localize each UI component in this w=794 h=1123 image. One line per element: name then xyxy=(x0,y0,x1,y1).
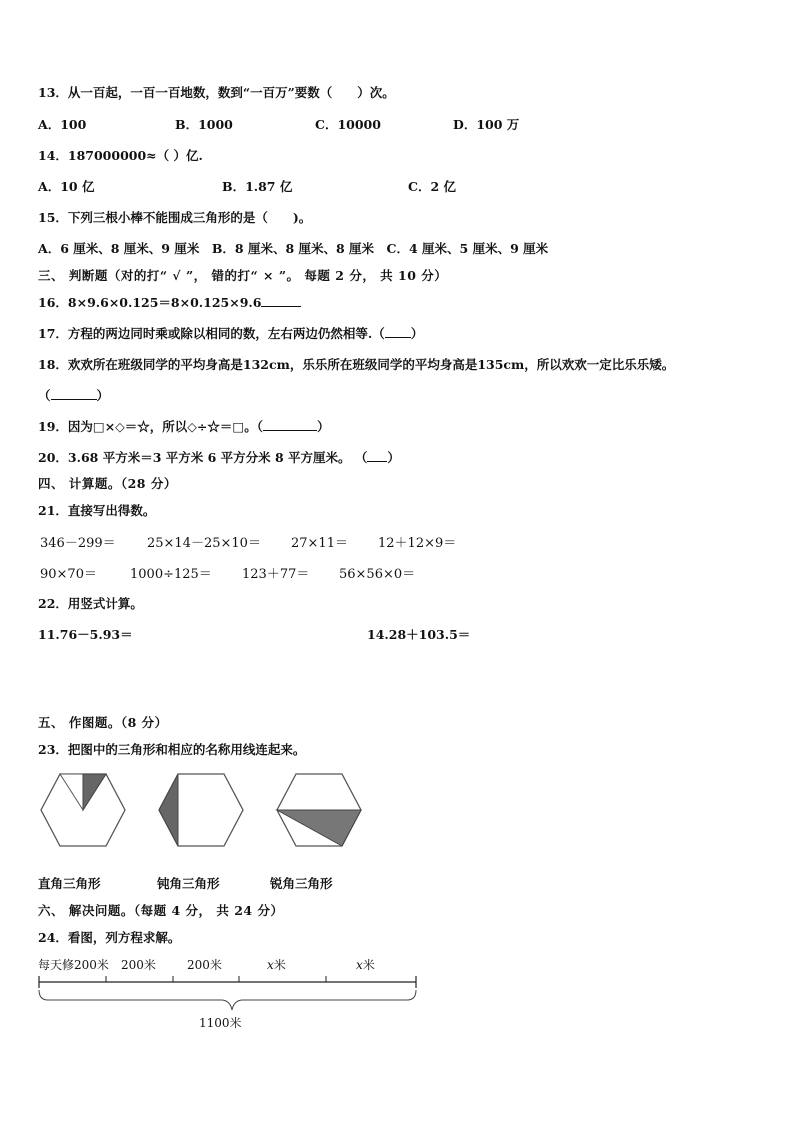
q17-text: 17．方程的两边同时乘或除以相同的数，左右两边仍然相等.（ xyxy=(38,326,385,341)
q20-answer-blank[interactable] xyxy=(367,450,387,462)
segment-label-2: 200米 xyxy=(121,958,156,972)
q21-r1-item1: 346－299＝ xyxy=(40,536,116,551)
q21-r1-item2: 25×14－25×10＝ xyxy=(147,536,261,551)
q17-close: ） xyxy=(410,326,424,341)
q14-option-b: B．1.87 亿 xyxy=(222,179,293,194)
q15-stem: 15．下列三根小棒不能围成三角形的是（ )。 xyxy=(38,210,312,225)
q19-answer-blank[interactable] xyxy=(263,419,317,431)
q13-option-b: B．1000 xyxy=(175,117,233,132)
q17-answer-blank[interactable] xyxy=(385,326,411,338)
section-6-heading: 六、 解决问题。（每题 4 分， 共 24 分） xyxy=(38,903,284,918)
segment-label-1: 每天修200米 xyxy=(38,958,109,972)
q16-text: 16．8×9.6×0.125＝8×0.125×9.6 xyxy=(38,295,262,310)
label-right-triangle: 直角三角形 xyxy=(38,876,101,891)
hexagon-right-triangle-figure xyxy=(38,772,128,848)
q15-options: A．6 厘米、8 厘米、9 厘米 B．8 厘米、8 厘米、8 厘米 C．4 厘米、5 厘米、9 厘米 xyxy=(38,241,549,256)
q18-open: （ xyxy=(38,388,51,403)
q13-stem: 13．从一百起，一百一百地数，数到“一百万”要数（ ）次。 xyxy=(38,85,395,100)
q19-text: 19．因为□×◇＝☆，所以◇÷☆＝□。（ xyxy=(38,419,263,434)
q22-stem: 22．用竖式计算。 xyxy=(38,596,143,611)
q20-line xyxy=(38,448,400,466)
segment-unit-5: 米 xyxy=(362,958,375,972)
q22-item2: 14.28＋103.5＝ xyxy=(367,627,471,642)
segment-label-3: 200米 xyxy=(187,958,222,972)
q21-r2-item3: 123＋77＝ xyxy=(242,567,310,582)
q21-stem: 21．直接写出得数。 xyxy=(38,503,156,518)
q21-r1-item4: 12＋12×9＝ xyxy=(378,536,457,551)
q20-close: ） xyxy=(387,450,400,465)
q14-option-a: A．10 亿 xyxy=(38,179,95,194)
q21-r2-item1: 90×70＝ xyxy=(40,567,97,582)
q21-r1-item3: 27×11＝ xyxy=(291,536,348,551)
q16-answer-blank[interactable] xyxy=(261,295,301,307)
q14-option-c: C．2 亿 xyxy=(408,179,456,194)
segment-diagram xyxy=(36,970,420,1014)
q22-item1: 11.76－5.93＝ xyxy=(38,627,133,642)
q16-line xyxy=(38,293,301,311)
q18-answer-line xyxy=(38,386,109,404)
q23-stem: 23．把图中的三角形和相应的名称用线连起来。 xyxy=(38,742,306,757)
label-obtuse-triangle: 钝角三角形 xyxy=(157,876,220,891)
hexagon-obtuse-triangle-figure xyxy=(156,772,246,848)
q21-r2-item2: 1000÷125＝ xyxy=(130,567,212,582)
segment-variable-5: x xyxy=(356,958,363,972)
section-5-heading: 五、 作图题。（8 分） xyxy=(38,715,168,730)
hexagon-acute-triangle-figure xyxy=(274,772,364,848)
q13-option-a: A．100 xyxy=(38,117,87,132)
q19-line xyxy=(38,417,329,435)
q21-r2-item4: 56×56×0＝ xyxy=(339,567,416,582)
q13-option-d: D．100 万 xyxy=(453,117,520,132)
segment-variable-4: x xyxy=(267,958,274,972)
segment-total-label: 1100米 xyxy=(199,1016,242,1030)
q14-stem: 14．187000000≈（ ）亿. xyxy=(38,148,203,163)
q20-text: 20．3.68 平方米＝3 平方米 6 平方分米 8 平方厘米。 （ xyxy=(38,450,368,465)
q13-option-c: C．10000 xyxy=(315,117,381,132)
section-4-heading: 四、 计算题。（28 分） xyxy=(38,476,177,491)
section-3-heading: 三、 判断题（对的打“ √ ”， 错的打“ × ”。 每题 2 分， 共 10 分） xyxy=(38,268,448,283)
label-acute-triangle: 锐角三角形 xyxy=(270,876,333,891)
q19-close: ） xyxy=(316,419,330,434)
q18-close: ） xyxy=(96,388,110,403)
q17-line xyxy=(38,324,423,342)
q24-stem: 24．看图，列方程求解。 xyxy=(38,930,181,945)
q18-text: 18．欢欢所在班级同学的平均身高是132cm，乐乐所在班级同学的平均身高是135cm，所以欢欢一定比乐乐矮。 xyxy=(38,357,675,372)
segment-unit-4: 米 xyxy=(273,958,286,972)
q18-answer-blank[interactable] xyxy=(51,388,97,400)
